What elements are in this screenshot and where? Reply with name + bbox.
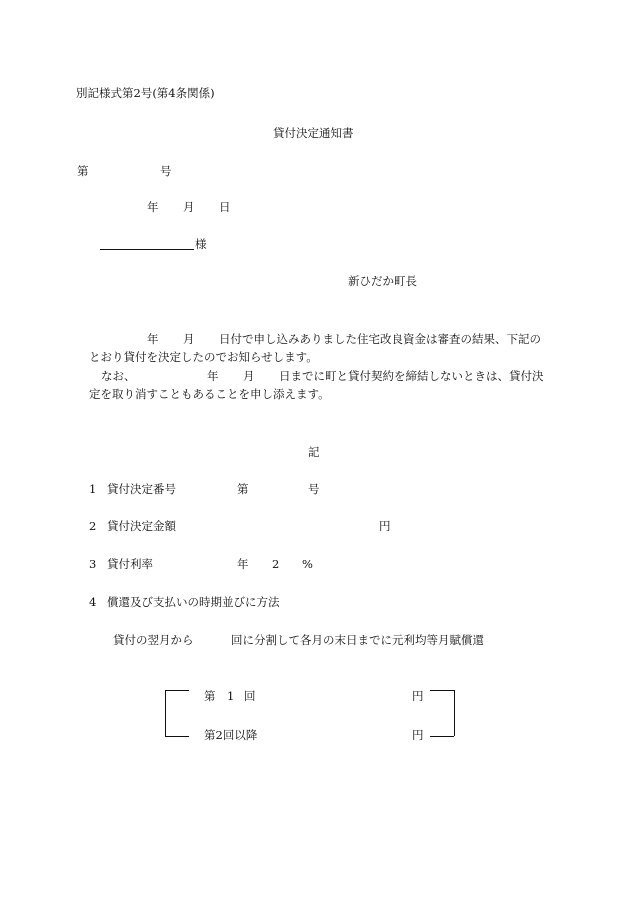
repayment-text-b: 回に分割して各月の末日までに元利均等月賦償還 (231, 633, 484, 647)
body-line-2: とおり貸付を決定したのでお知らせします。 (89, 350, 318, 364)
left-bracket-top (165, 690, 189, 691)
date-year: 年 (147, 200, 159, 214)
body-line-1: 日付で申し込みありました住宅改良資金は審査の結果、下記の (219, 332, 541, 346)
subsequent-installment-label: 第2回以降 (204, 728, 258, 742)
number-prefix: 第 (77, 164, 89, 178)
item-2-number: 2 (89, 519, 97, 533)
item-4-label: 償還及び支払いの時期並びに方法 (107, 595, 280, 609)
issuer: 新ひだか町長 (348, 274, 417, 288)
item-3-year: 年 (237, 557, 249, 571)
date-month: 月 (183, 200, 195, 214)
addressee-suffix: 様 (195, 237, 207, 251)
body-line-4: 定を取り消すこともあることを申し添えます。 (89, 387, 330, 401)
subsequent-installment-unit: 円 (412, 728, 424, 742)
body-year: 年 (147, 332, 159, 346)
right-bracket-side (454, 690, 455, 736)
addressee-underline (100, 249, 194, 250)
item-2-unit: 円 (379, 519, 391, 533)
repayment-text-a: 貸付の翌月から (113, 633, 194, 647)
first-installment-label-a: 第 (204, 689, 216, 703)
right-bracket-bottom (430, 736, 454, 737)
first-installment-label-b: 回 (244, 689, 256, 703)
item-1-label: 貸付決定番号 (107, 482, 176, 496)
item-1-prefix: 第 (237, 482, 249, 496)
item-1-number: 1 (89, 482, 97, 496)
form-label: 別記様式第2号(第4条関係) (76, 86, 215, 100)
item-3-percent: % (302, 557, 313, 571)
document-title: 貸付決定通知書 (273, 126, 354, 140)
body-month: 月 (183, 332, 195, 346)
body-line-3: 日までに町と貸付契約を締結しないときは、貸付決 (279, 369, 544, 383)
left-bracket-bottom (165, 736, 189, 737)
body-line-3-month: 月 (243, 369, 255, 383)
body-line-3-year: 年 (207, 369, 219, 383)
number-suffix: 号 (160, 164, 172, 178)
ki-heading: 記 (308, 445, 320, 459)
item-1-suffix: 号 (308, 482, 320, 496)
first-installment-number: 1 (227, 689, 235, 703)
date-day: 日 (219, 200, 231, 214)
item-4-number: 4 (89, 595, 97, 609)
item-2-label: 貸付決定金額 (107, 519, 176, 533)
first-installment-unit: 円 (412, 689, 424, 703)
item-3-rate: 2 (272, 557, 280, 571)
left-bracket-side (165, 690, 166, 736)
body-line-3-start: なお、 (101, 369, 136, 383)
right-bracket-top (430, 690, 454, 691)
item-3-label: 貸付利率 (107, 557, 153, 571)
item-3-number: 3 (89, 557, 97, 571)
